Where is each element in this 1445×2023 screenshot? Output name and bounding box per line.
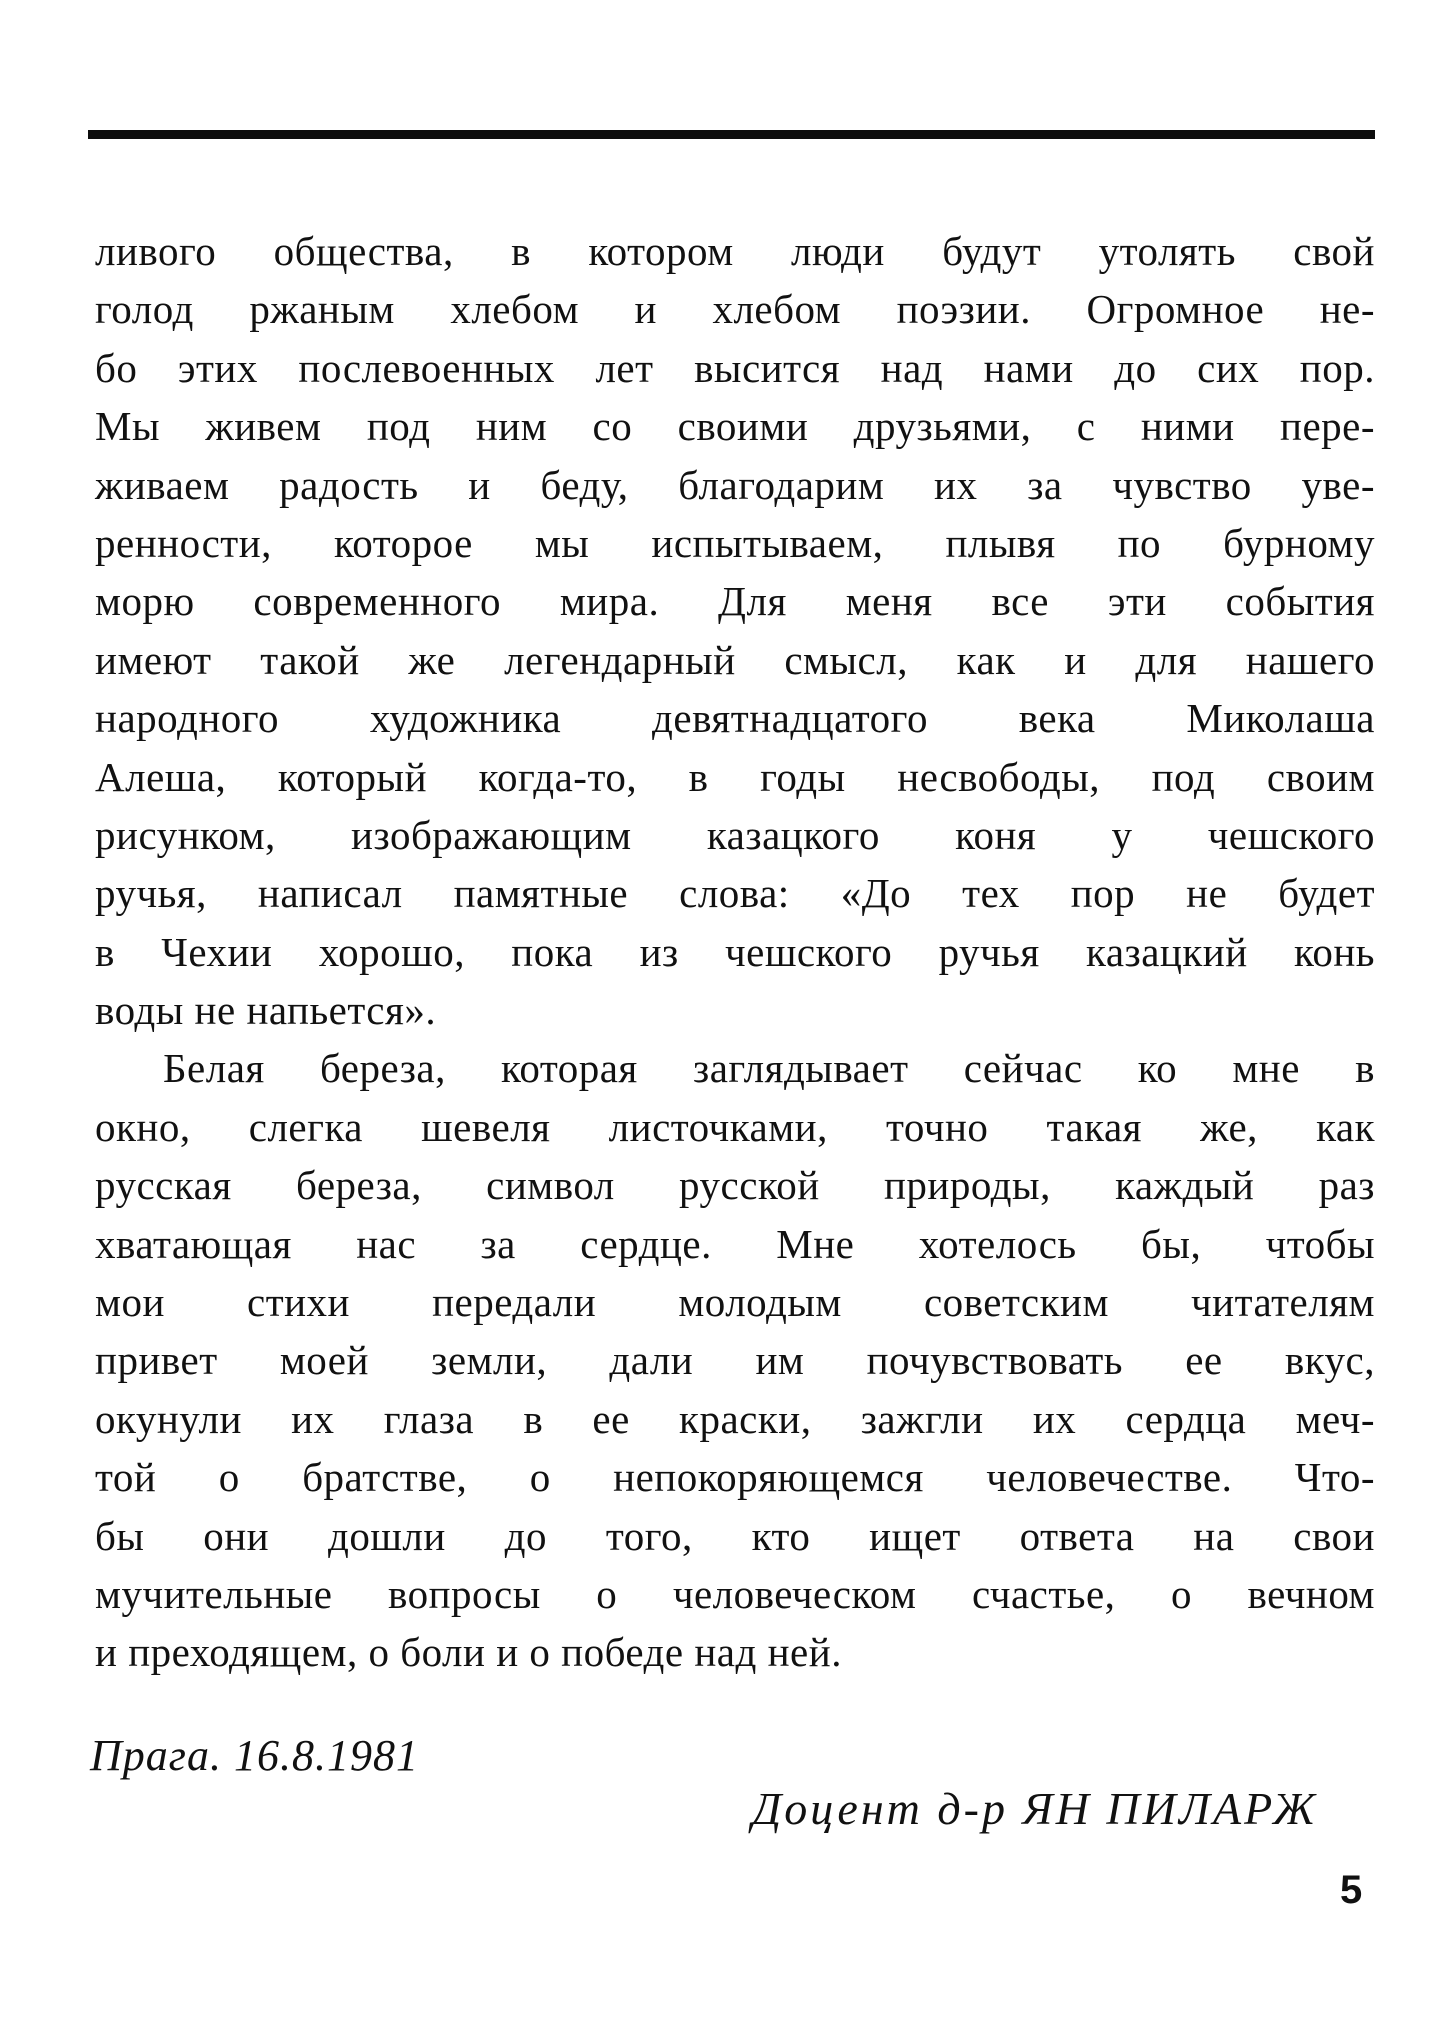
text-line: рисунком, изображающим казацкого коня у чешского xyxy=(95,811,1375,858)
text-line: Алеша, который когда-то, в годы несвободы, под своим xyxy=(95,753,1375,800)
text-line: воды не напьется». xyxy=(95,987,437,1034)
text-line: окунули их глаза в ее краски, зажгли их сердца меч- xyxy=(95,1395,1375,1442)
text-line: Белая береза, которая заглядывает сейчас ко мне в xyxy=(163,1045,1375,1092)
author-signature: Доцент д-р ЯН ПИЛАРЖ xyxy=(752,1783,1318,1834)
place-date: Прага. 16.8.1981 xyxy=(90,1731,419,1780)
text-line: русская береза, символ русской природы, каждый раз xyxy=(95,1162,1375,1209)
text-line: бо этих послевоенных лет высится над нами до сих пор. xyxy=(95,344,1375,391)
text-line: бы они дошли до того, кто ищет ответа на свои xyxy=(95,1512,1375,1559)
text-line: привет моей земли, дали им почувствовать ее вкус, xyxy=(95,1337,1375,1384)
text-line: мучительные вопросы о человеческом счастье, о вечном xyxy=(95,1570,1375,1617)
text-line: той о братстве, о непокоряющемся человечестве. Что- xyxy=(95,1454,1375,1501)
text-line: народного художника девятнадцатого века Миколаша xyxy=(95,695,1375,742)
text-line: и преходящем, о боли и о победе над ней. xyxy=(95,1629,842,1676)
text-line: мои стихи передали молодым советским читателям xyxy=(95,1279,1375,1326)
text-line: ренности, которое мы испытываем, плывя по бурному xyxy=(95,519,1375,566)
text-line: имеют такой же легендарный смысл, как и для нашего xyxy=(95,636,1375,683)
paragraph-2 xyxy=(95,1039,1375,1681)
text-line: морю современного мира. Для меня все эти события xyxy=(95,578,1375,625)
text-line: хватающая нас за сердце. Мне хотелось бы, чтобы xyxy=(95,1220,1375,1267)
top-rule xyxy=(88,130,1375,139)
text-line: ручья, написал памятные слова: «До тех пор не будет xyxy=(95,870,1375,917)
body-text xyxy=(95,222,1375,1682)
text-line: Мы живем под ним со своими друзьями, с ними пере- xyxy=(95,403,1375,450)
page-number: 5 xyxy=(1340,1868,1363,1912)
text-line: ливого общества, в котором люди будут утолять свой xyxy=(95,228,1375,274)
text-line: окно, слегка шевеля листочками, точно такая же, как xyxy=(95,1103,1375,1150)
paragraph-1 xyxy=(95,222,1375,1039)
text-line: голод ржаным хлебом и хлебом поэзии. Огромное не- xyxy=(95,286,1375,333)
text-line: живаем радость и беду, благодарим их за чувство уве- xyxy=(95,461,1375,508)
text-line: в Чехии хорошо, пока из чешского ручья казацкий конь xyxy=(95,928,1375,975)
